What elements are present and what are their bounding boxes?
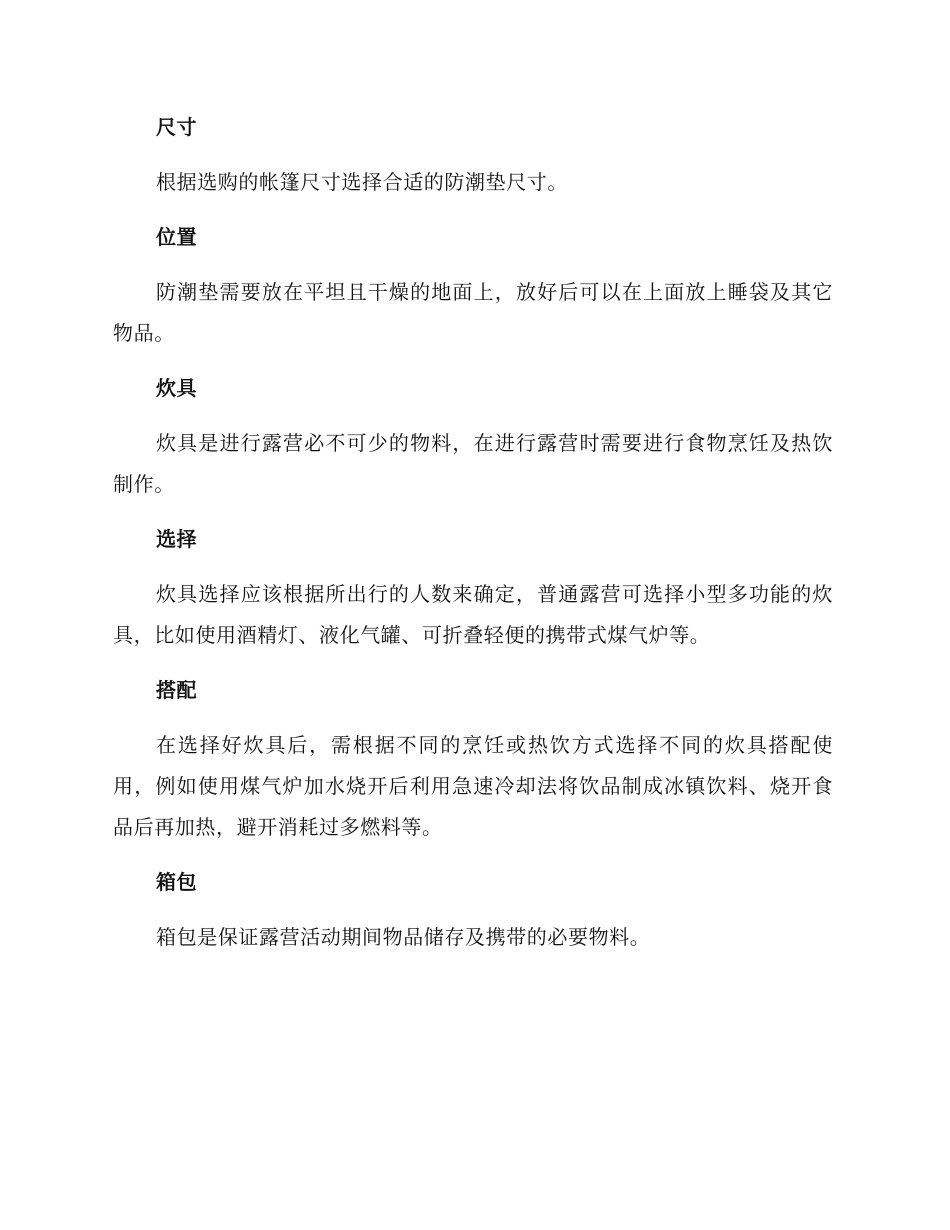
section-heading: 选择 <box>156 527 197 551</box>
section-heading: 尺寸 <box>156 115 197 139</box>
section-paragraph: 箱包是保证露营活动期间物品储存及携带的必要物料。 <box>156 925 651 949</box>
section-position <box>113 218 833 369</box>
section-size <box>113 108 833 218</box>
section-paragraph: 炊具是进行露营必不可少的物料，在进行露营时需要进行食物烹饪及热饮制作。 <box>113 431 833 496</box>
section-paragraph: 防潮垫需要放在平坦且干燥的地面上，放好后可以在上面放上睡袋及其它物品。 <box>113 280 833 345</box>
section-pairing <box>113 671 833 863</box>
section-heading: 搭配 <box>156 678 197 702</box>
section-heading: 箱包 <box>156 870 197 894</box>
section-paragraph: 在选择好炊具后，需根据不同的烹饪或热饮方式选择不同的炊具搭配使用，例如使用煤气炉加水烧开后利用急速冷却法将饮品制成冰镇饮料、烧开食品后再加热，避开消耗过多燃料等。 <box>113 733 833 839</box>
section-heading: 位置 <box>156 225 197 249</box>
document-page <box>113 108 833 958</box>
section-heading: 炊具 <box>156 376 197 400</box>
section-selection <box>113 520 833 671</box>
section-paragraph: 根据选购的帐篷尺寸选择合适的防潮垫尺寸。 <box>156 170 568 194</box>
section-cookware <box>113 369 833 520</box>
section-bags <box>113 863 833 958</box>
section-paragraph: 炊具选择应该根据所出行的人数来确定，普通露营可选择小型多功能的炊具，比如使用酒精灯、液化气罐、可折叠轻便的携带式煤气炉等。 <box>113 582 833 647</box>
